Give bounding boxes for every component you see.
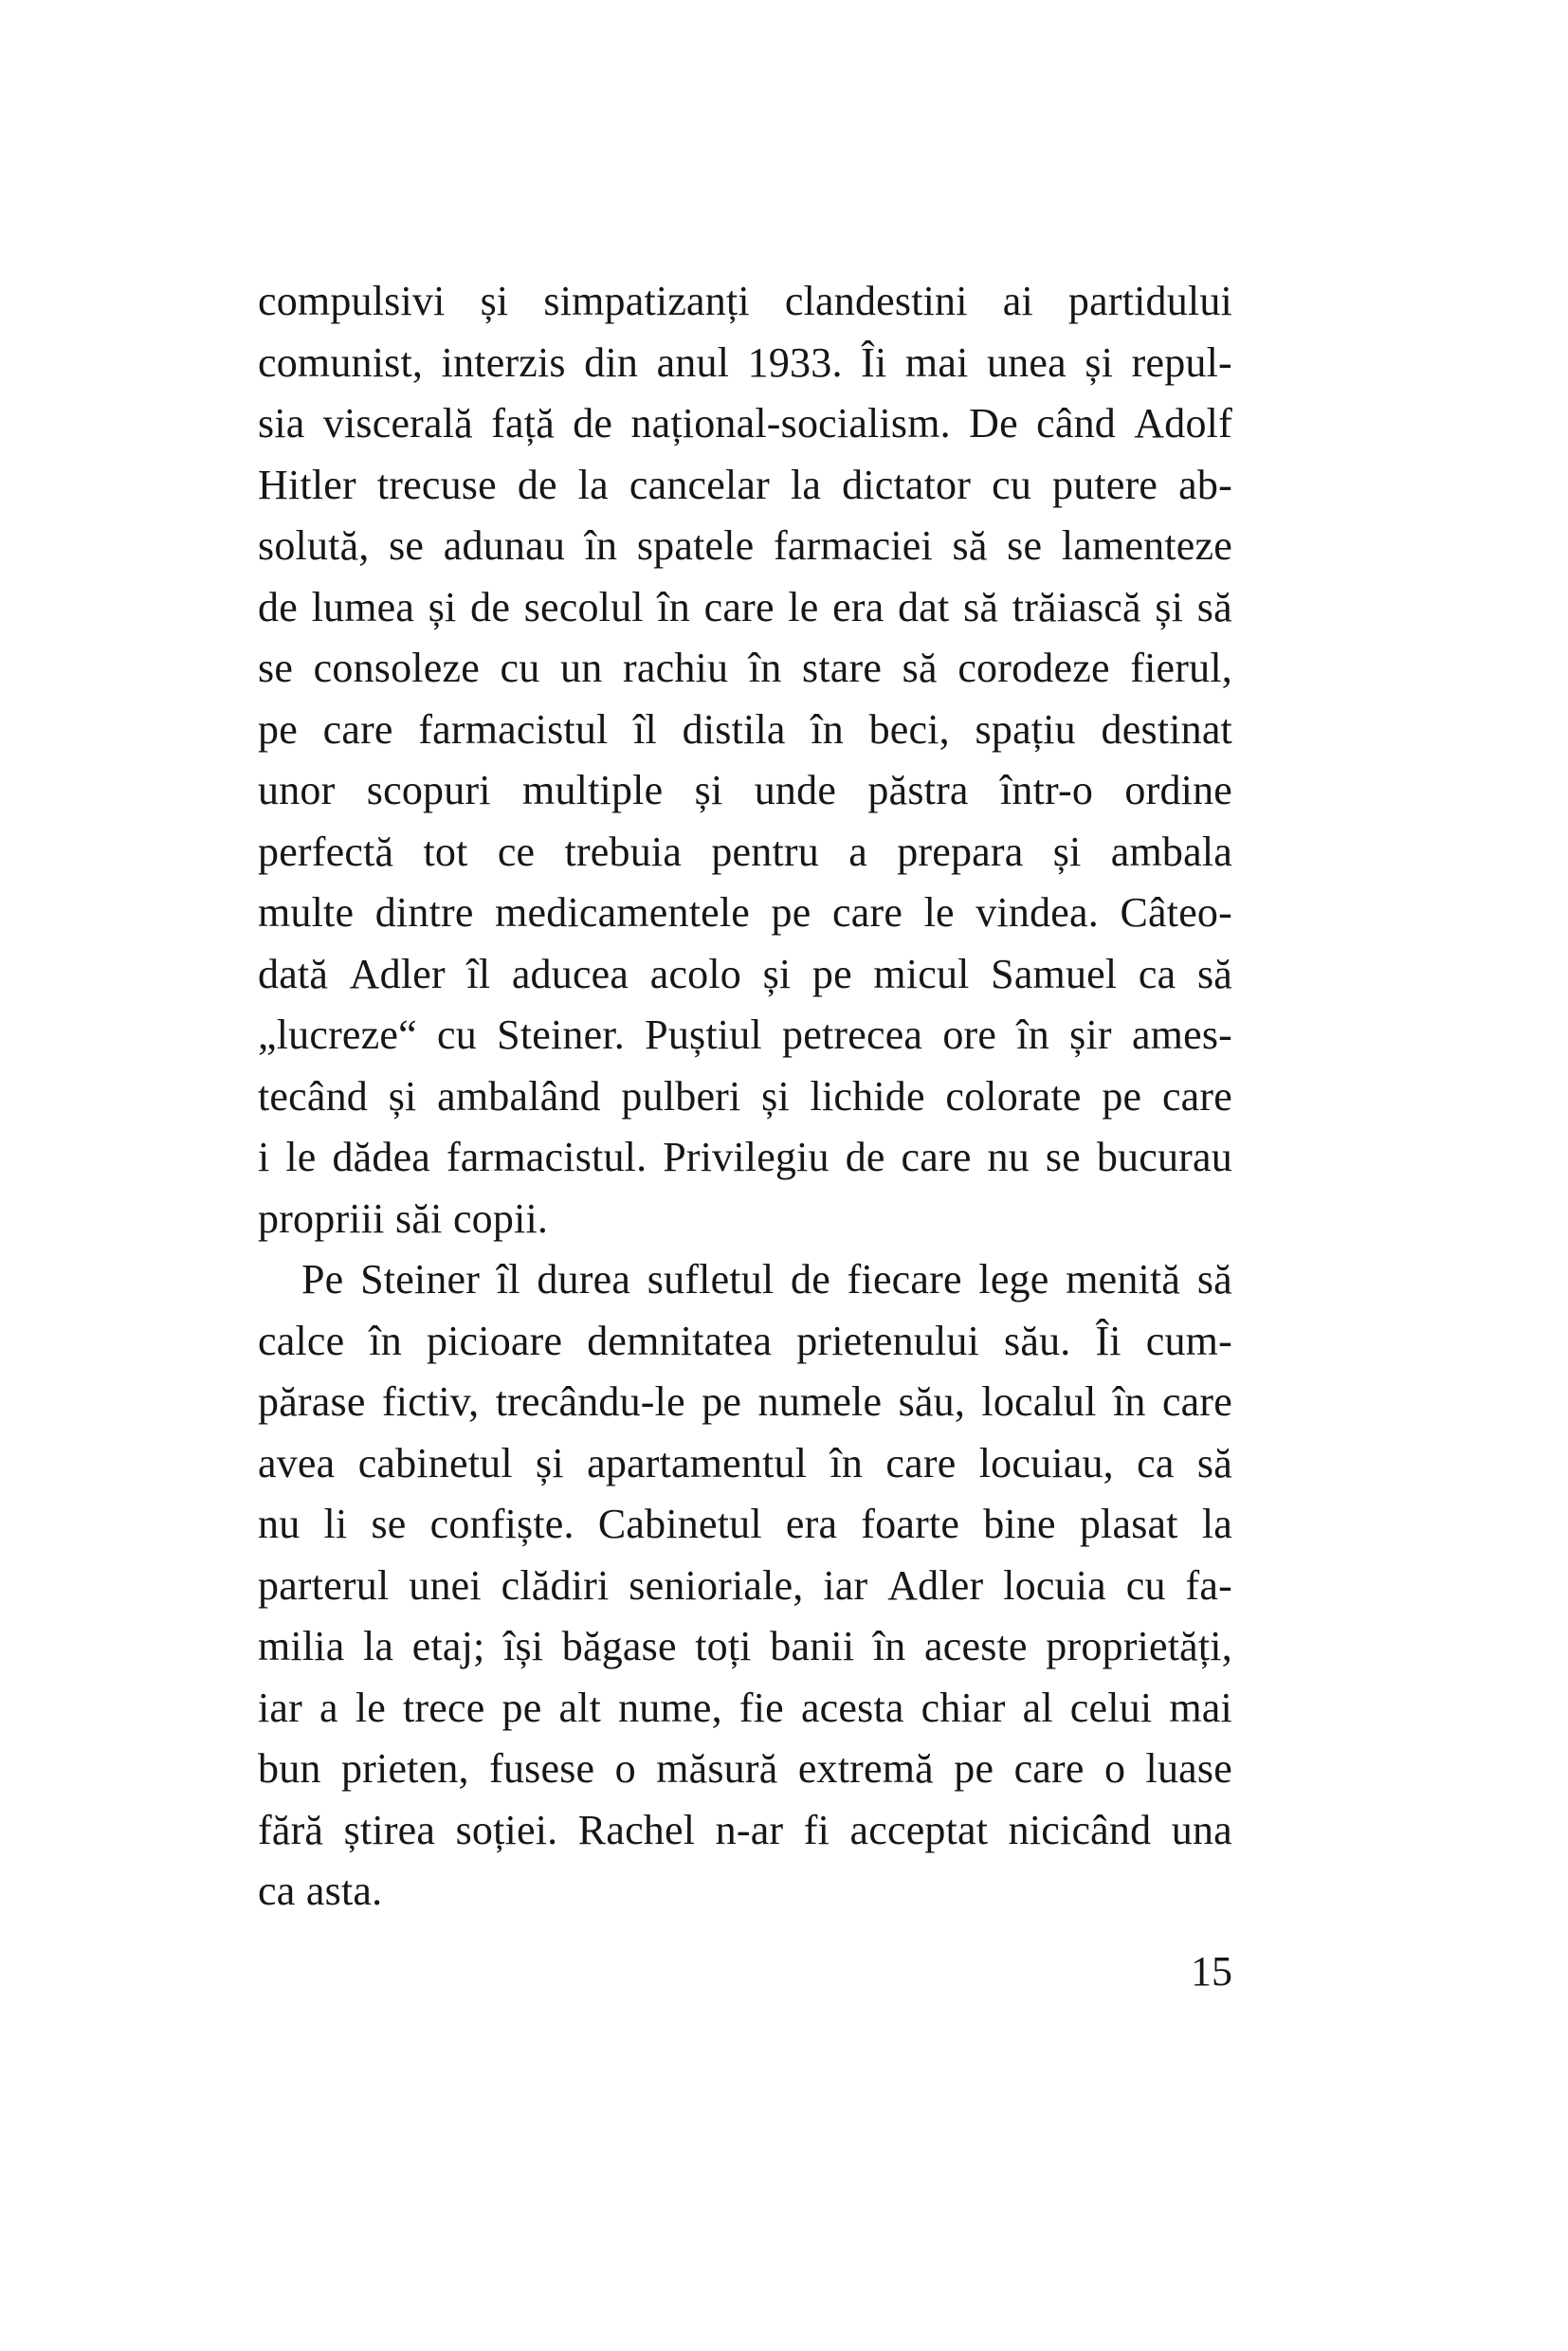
word: 1933. (747, 338, 843, 386)
word: ore (942, 1011, 997, 1058)
word: și (480, 278, 509, 324)
word: menită (1066, 1256, 1181, 1303)
word: destinat (1101, 705, 1232, 753)
word: bun (258, 1745, 321, 1792)
text-line (258, 1616, 1232, 1678)
word: tot (423, 828, 468, 875)
word: de (517, 461, 557, 508)
word: fie (738, 1684, 784, 1731)
word: care (322, 705, 393, 753)
word: o (1103, 1745, 1126, 1792)
word: Îi (861, 338, 887, 386)
word: tecând (258, 1072, 369, 1120)
word: și (761, 1072, 790, 1120)
word: în (1112, 1378, 1146, 1425)
word: trecuse (376, 461, 497, 508)
word: ames- (1131, 1011, 1232, 1058)
word: în (830, 1439, 864, 1486)
text-line (258, 1800, 1232, 1862)
word: o (614, 1745, 636, 1792)
word: pe (501, 1684, 542, 1731)
text-line (258, 1311, 1232, 1373)
word: se (258, 645, 294, 691)
word: să (902, 645, 938, 691)
word: lumea (311, 583, 415, 630)
word: dintre (374, 889, 474, 936)
word: trece (403, 1684, 485, 1731)
word: unei (409, 1561, 482, 1609)
word: care (703, 583, 775, 630)
page-number: 15 (1191, 1948, 1232, 1995)
word: nu (258, 1501, 301, 1547)
word: săi (395, 1194, 443, 1242)
word: pe (811, 950, 852, 997)
word: trecându-le (495, 1378, 685, 1425)
word: trăiască (1012, 583, 1141, 630)
word: soției. (455, 1806, 558, 1853)
word: se (1007, 522, 1043, 569)
word: Îi (1095, 1317, 1121, 1364)
word: în (584, 522, 618, 569)
word: comunist, (258, 338, 424, 386)
word: le (285, 1134, 317, 1180)
word: se (1045, 1134, 1081, 1180)
word: băgase (561, 1623, 677, 1669)
text-line (258, 577, 1232, 639)
word: prietenului (796, 1317, 980, 1364)
text-line (258, 1372, 1232, 1433)
text-line (258, 1249, 1232, 1311)
word: nicicând (1008, 1806, 1152, 1853)
word: nu (987, 1134, 1030, 1180)
word: viscerală (322, 400, 473, 447)
word: pentru (711, 828, 819, 875)
word: senioriale, (629, 1561, 804, 1609)
word: localul (981, 1378, 1097, 1425)
word: Rachel (577, 1806, 696, 1853)
word: care (1161, 1378, 1232, 1425)
word: De (969, 400, 1018, 447)
word: fierul, (1130, 645, 1232, 691)
text-line (258, 516, 1232, 577)
word: i (258, 1134, 270, 1180)
word: Pe (301, 1256, 344, 1303)
word: nume, (618, 1684, 722, 1731)
word: se (389, 522, 425, 569)
word: lichide (810, 1072, 925, 1120)
word: îl (633, 705, 657, 753)
word: corodeze (957, 645, 1110, 691)
text-line (258, 393, 1232, 455)
word: locuia (1003, 1561, 1106, 1609)
word: avea (258, 1439, 336, 1486)
word: Puștiul (645, 1011, 762, 1058)
word: „lucreze“ (258, 1011, 417, 1058)
word: să (1196, 1439, 1232, 1486)
word: în (872, 1623, 906, 1669)
word: își (503, 1623, 544, 1669)
word: acesta (800, 1684, 904, 1731)
word: ca (258, 1868, 296, 1914)
word: copii. (452, 1194, 549, 1242)
word: lamenteze (1061, 522, 1232, 569)
word: care (885, 1439, 957, 1486)
word: la (577, 461, 609, 508)
word: clădiri (501, 1561, 610, 1609)
word: să (1196, 583, 1232, 630)
word: petrecea (782, 1011, 923, 1058)
word: cabinetul (357, 1439, 513, 1486)
word: adunau (443, 522, 566, 569)
word: al (1022, 1684, 1053, 1731)
word: ambalând (437, 1072, 601, 1120)
word: și (388, 1072, 417, 1120)
word: dat (898, 583, 950, 630)
word: propriii (258, 1194, 385, 1242)
word: li (323, 1501, 348, 1547)
word: asta. (305, 1868, 383, 1914)
word: când (1036, 400, 1116, 447)
body-text (258, 271, 1232, 1923)
word: care (1013, 1745, 1085, 1792)
word: iar (258, 1684, 303, 1731)
word: dădea (332, 1134, 431, 1180)
word: calce (258, 1317, 345, 1364)
word: farmaciei (774, 522, 933, 569)
word: și (1052, 828, 1082, 875)
text-line (258, 760, 1232, 822)
word: Câteo- (1120, 889, 1232, 936)
word: parterul (258, 1561, 390, 1609)
word: foarte (861, 1501, 960, 1547)
word: în (1016, 1011, 1049, 1058)
word: celui (1069, 1684, 1153, 1731)
word: ai (1002, 278, 1033, 324)
word: farmacistul (418, 705, 609, 753)
word: spatele (636, 522, 755, 569)
word: care (1161, 1072, 1232, 1120)
word: de (573, 400, 613, 447)
word: Adler (887, 1561, 984, 1609)
word: interzis (441, 338, 566, 386)
word: multe (258, 889, 355, 936)
word: știrea (343, 1806, 436, 1853)
word: mai (1169, 1684, 1232, 1731)
word: stare (802, 645, 883, 691)
word: îl (466, 950, 491, 997)
text-line (258, 1556, 1232, 1617)
word: spațiu (975, 705, 1076, 753)
text-line (258, 1494, 1232, 1556)
word: dată (258, 950, 329, 997)
word: clandestini (784, 278, 968, 324)
word: cancelar (629, 461, 770, 508)
word: perfectă (258, 828, 394, 875)
word: confiște. (429, 1501, 574, 1547)
word: sia (258, 400, 305, 447)
word: colorate (945, 1072, 1082, 1120)
word: în (811, 705, 844, 753)
word: păstra (867, 767, 969, 813)
word: rachiu (623, 645, 729, 691)
word: pe (258, 705, 298, 753)
word: toți (695, 1623, 752, 1669)
word: cu (500, 645, 540, 691)
word: era (832, 583, 884, 630)
word: fusese (489, 1745, 595, 1792)
word: care (901, 1134, 972, 1180)
word: extremă (797, 1745, 934, 1792)
word: unea (987, 338, 1067, 386)
word: aceste (924, 1623, 1028, 1669)
word: ab- (1178, 461, 1232, 508)
word: una (1171, 1806, 1232, 1853)
word: fictiv, (381, 1378, 480, 1425)
word: farmacistul. (446, 1134, 647, 1180)
word: le (923, 889, 955, 936)
word: scopuri (366, 767, 491, 813)
text-line (258, 1678, 1232, 1740)
word: față (491, 400, 555, 447)
word: îl (496, 1256, 520, 1303)
word: secolul (523, 583, 644, 630)
word: se (371, 1501, 407, 1547)
word: plasat (1079, 1501, 1178, 1547)
word: din (584, 338, 639, 386)
word: acceptat (849, 1806, 989, 1853)
word: său. (1004, 1317, 1071, 1364)
word: Adolf (1134, 400, 1232, 447)
word: unde (754, 767, 837, 813)
word: și (536, 1439, 564, 1486)
word: distila (682, 705, 786, 753)
word: cu (437, 1011, 477, 1058)
word: să (1196, 1256, 1232, 1303)
word: într-o (999, 767, 1094, 813)
word: șir (1069, 1011, 1112, 1058)
text-line (258, 455, 1232, 517)
text-line (258, 1739, 1232, 1800)
word: cu (992, 461, 1032, 508)
word: ambala (1110, 828, 1232, 875)
word: părase (258, 1378, 366, 1425)
text-line (258, 333, 1232, 394)
word: vindea. (975, 889, 1099, 936)
word: să (952, 522, 988, 569)
word: pulberi (621, 1072, 741, 1120)
word: pe (702, 1378, 742, 1425)
word: prieten, (340, 1745, 469, 1792)
word: ca (1138, 950, 1176, 997)
text-line (258, 822, 1232, 884)
word: de (845, 1134, 885, 1180)
word: putere (1052, 461, 1158, 508)
word: și (428, 583, 457, 630)
word: alt (558, 1684, 602, 1731)
word: Hitler (258, 461, 356, 508)
word: ordine (1124, 767, 1232, 813)
word: său, (898, 1378, 966, 1425)
word: Cabinetul (597, 1501, 762, 1547)
word: trebuia (564, 828, 683, 875)
word: Steiner. (497, 1011, 625, 1058)
word: repul- (1131, 338, 1232, 386)
word: banii (770, 1623, 855, 1669)
word: de (791, 1256, 830, 1303)
word: național-socialism. (630, 400, 951, 447)
word: era (785, 1501, 838, 1547)
word: luase (1145, 1745, 1232, 1792)
word: bine (983, 1501, 1056, 1547)
word: măsură (656, 1745, 778, 1792)
word: dictator (842, 461, 972, 508)
word: micul (873, 950, 970, 997)
word: le (788, 583, 819, 630)
word: și (762, 950, 792, 997)
word: prepara (897, 828, 1024, 875)
word: a (848, 828, 867, 875)
word: în (748, 645, 782, 691)
word: un (560, 645, 603, 691)
word: mai (904, 338, 969, 386)
word: cu (1125, 1561, 1166, 1609)
word: anul (656, 338, 730, 386)
word: durea (537, 1256, 631, 1303)
word: să (963, 583, 999, 630)
text-line (258, 944, 1232, 1006)
text-line (258, 271, 1232, 333)
word: în (369, 1317, 402, 1364)
text-line (258, 1127, 1232, 1189)
word: lege (978, 1256, 1049, 1303)
text-line (258, 700, 1232, 761)
word: de (470, 583, 511, 630)
word: și (1155, 583, 1184, 630)
word: chiar (921, 1684, 1006, 1731)
word: la (1201, 1501, 1232, 1547)
word: locuiau, (978, 1439, 1114, 1486)
word: Adler (349, 950, 446, 997)
word: fi (803, 1806, 830, 1853)
word: fa- (1185, 1561, 1232, 1609)
word: ca (1137, 1439, 1175, 1486)
word: numele (757, 1378, 883, 1425)
word: în (657, 583, 690, 630)
word: acolo (649, 950, 742, 997)
word: multiple (522, 767, 664, 813)
word: pe (1102, 1072, 1142, 1120)
word: Steiner (360, 1256, 481, 1303)
word: n-ar (715, 1806, 784, 1853)
word: picioare (426, 1317, 563, 1364)
word: sufletul (647, 1256, 775, 1303)
word: de (258, 583, 298, 630)
word: Samuel (991, 950, 1118, 997)
text-line (258, 883, 1232, 944)
text-line (258, 1433, 1232, 1495)
word: cum- (1145, 1317, 1232, 1364)
word: la (790, 461, 822, 508)
word: iar (823, 1561, 868, 1609)
word: medicamentele (495, 889, 751, 936)
word: consoleze (313, 645, 480, 691)
word: pe (954, 1745, 994, 1792)
word: fără (258, 1806, 324, 1853)
word: Privilegiu (663, 1134, 830, 1180)
word: demnitatea (587, 1317, 773, 1364)
word: bucurau (1096, 1134, 1232, 1180)
word: beci, (868, 705, 950, 753)
text-line (258, 1005, 1232, 1066)
word: aducea (511, 950, 629, 997)
word: apartamentul (587, 1439, 808, 1486)
text-line (258, 1189, 1232, 1250)
word: solută, (258, 522, 370, 569)
word: proprietăți, (1046, 1623, 1232, 1669)
word: unor (258, 767, 336, 813)
word: etaj; (411, 1623, 485, 1669)
word: care (832, 889, 903, 936)
word: le (355, 1684, 386, 1731)
text-line (258, 1066, 1232, 1128)
text-line (258, 1861, 1232, 1923)
word: la (363, 1623, 394, 1669)
word: și (694, 767, 723, 813)
word: și (1085, 338, 1114, 386)
word: fiecare (847, 1256, 962, 1303)
text-line (258, 638, 1232, 700)
word: partidului (1067, 278, 1232, 324)
word: pe (771, 889, 811, 936)
word: milia (258, 1623, 345, 1669)
word: a (319, 1684, 338, 1731)
word: să (1196, 950, 1232, 997)
word: simpatizanți (543, 278, 750, 324)
word: ce (497, 828, 536, 875)
word: compulsivi (258, 278, 446, 324)
